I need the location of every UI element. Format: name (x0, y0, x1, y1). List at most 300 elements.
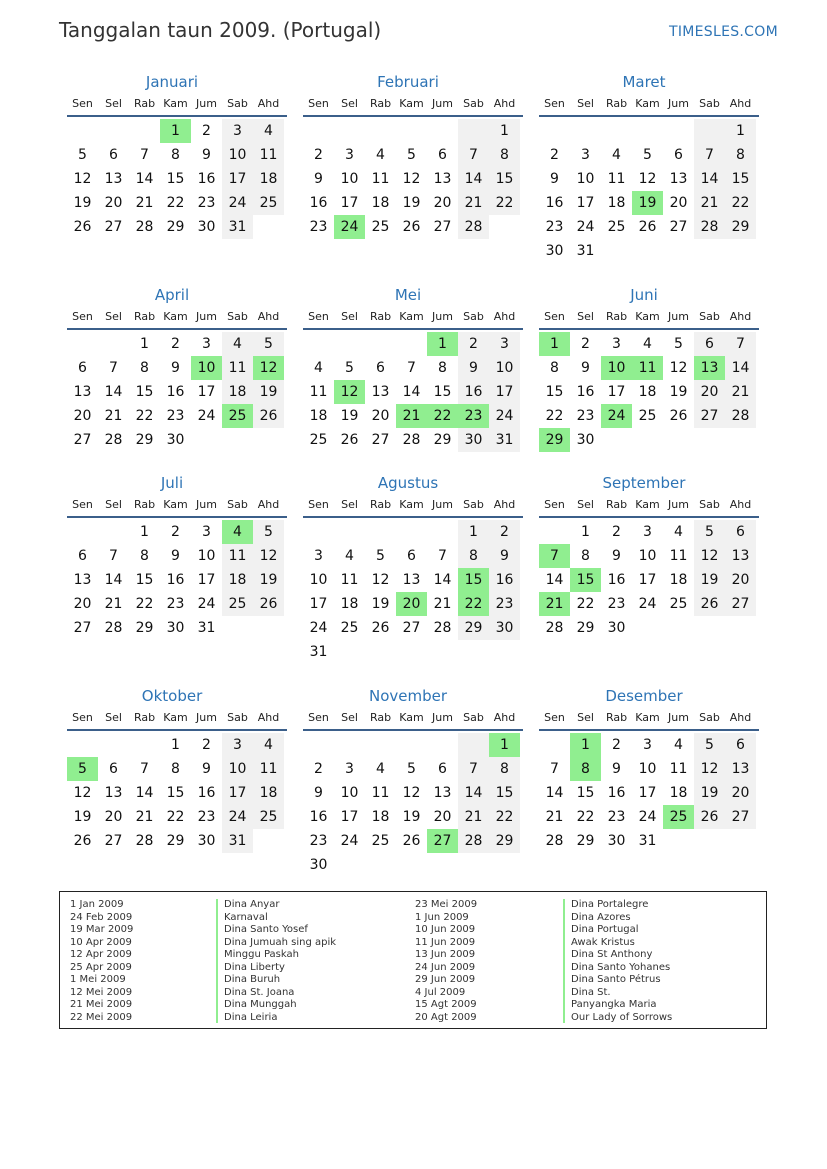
day-cell[interactable]: 29 (135, 432, 154, 448)
day-cell[interactable]: 25 (253, 805, 284, 829)
day-cell[interactable]: 27 (402, 620, 421, 636)
day-cell[interactable]: 8 (171, 147, 180, 163)
day-cell[interactable]: 14 (433, 572, 452, 588)
day-cell[interactable]: 25 (253, 191, 284, 215)
day-cell[interactable]: 29 (576, 620, 595, 636)
day-cell[interactable]: 24 (197, 596, 216, 612)
day-cell[interactable]: 18 (638, 384, 657, 400)
day-cell[interactable]: 19 (669, 384, 688, 400)
day-cell[interactable]: 30 (166, 620, 185, 636)
day-cell[interactable]: 6 (109, 761, 118, 777)
day-cell[interactable]: 18 (607, 195, 626, 211)
holiday-day[interactable]: 5 (67, 757, 98, 781)
day-cell[interactable]: 10 (489, 356, 520, 380)
day-cell[interactable]: 8 (458, 544, 489, 568)
day-cell[interactable]: 24 (222, 191, 253, 215)
day-cell[interactable]: 22 (576, 596, 595, 612)
day-cell[interactable]: 17 (197, 384, 216, 400)
day-cell[interactable]: 26 (73, 219, 92, 235)
day-cell[interactable]: 23 (576, 408, 595, 424)
day-cell[interactable]: 28 (433, 620, 452, 636)
day-cell[interactable]: 24 (489, 404, 520, 428)
holiday-day[interactable]: 8 (570, 757, 601, 781)
day-cell[interactable]: 1 (140, 336, 149, 352)
holiday-day[interactable]: 19 (632, 191, 663, 215)
day-cell[interactable]: 15 (725, 167, 756, 191)
day-cell[interactable]: 9 (489, 544, 520, 568)
day-cell[interactable]: 16 (489, 568, 520, 592)
day-cell[interactable]: 8 (489, 143, 520, 167)
day-cell[interactable]: 15 (135, 384, 154, 400)
holiday-day[interactable]: 24 (601, 404, 632, 428)
day-cell[interactable]: 12 (73, 171, 92, 187)
day-cell[interactable]: 30 (489, 616, 520, 640)
day-cell[interactable]: 2 (314, 761, 323, 777)
day-cell[interactable]: 6 (725, 733, 756, 757)
day-cell[interactable]: 9 (202, 761, 211, 777)
day-cell[interactable]: 25 (309, 432, 328, 448)
day-cell[interactable]: 30 (545, 243, 564, 259)
day-cell[interactable]: 17 (340, 809, 359, 825)
day-cell[interactable]: 5 (643, 147, 652, 163)
day-cell[interactable]: 8 (171, 761, 180, 777)
day-cell[interactable]: 22 (166, 195, 185, 211)
day-cell[interactable]: 20 (669, 195, 688, 211)
day-cell[interactable]: 3 (643, 524, 652, 540)
day-cell[interactable]: 9 (458, 356, 489, 380)
day-cell[interactable]: 5 (253, 332, 284, 356)
day-cell[interactable]: 6 (78, 360, 87, 376)
day-cell[interactable]: 18 (371, 809, 390, 825)
day-cell[interactable]: 12 (694, 544, 725, 568)
day-cell[interactable]: 27 (725, 805, 756, 829)
day-cell[interactable]: 11 (253, 757, 284, 781)
day-cell[interactable]: 6 (438, 147, 447, 163)
day-cell[interactable]: 19 (402, 195, 421, 211)
day-cell[interactable]: 22 (166, 809, 185, 825)
day-cell[interactable]: 13 (104, 171, 123, 187)
day-cell[interactable]: 1 (725, 119, 756, 143)
day-cell[interactable]: 3 (581, 147, 590, 163)
day-cell[interactable]: 13 (371, 384, 390, 400)
day-cell[interactable]: 25 (222, 592, 253, 616)
day-cell[interactable]: 22 (725, 191, 756, 215)
holiday-day[interactable]: 4 (222, 520, 253, 544)
day-cell[interactable]: 11 (669, 548, 688, 564)
holiday-day[interactable]: 27 (427, 829, 458, 853)
day-cell[interactable]: 11 (371, 785, 390, 801)
day-cell[interactable]: 27 (725, 592, 756, 616)
day-cell[interactable]: 29 (135, 620, 154, 636)
day-cell[interactable]: 31 (197, 620, 216, 636)
day-cell[interactable]: 23 (309, 219, 328, 235)
day-cell[interactable]: 1 (458, 520, 489, 544)
day-cell[interactable]: 7 (725, 332, 756, 356)
day-cell[interactable]: 11 (340, 572, 359, 588)
day-cell[interactable]: 30 (197, 219, 216, 235)
day-cell[interactable]: 10 (309, 572, 328, 588)
day-cell[interactable]: 9 (581, 360, 590, 376)
day-cell[interactable]: 7 (458, 757, 489, 781)
day-cell[interactable]: 26 (694, 592, 725, 616)
holiday-day[interactable]: 10 (191, 356, 222, 380)
day-cell[interactable]: 28 (545, 833, 564, 849)
day-cell[interactable]: 21 (458, 191, 489, 215)
day-cell[interactable]: 22 (135, 408, 154, 424)
day-cell[interactable]: 29 (166, 833, 185, 849)
day-cell[interactable]: 20 (694, 380, 725, 404)
day-cell[interactable]: 21 (725, 380, 756, 404)
day-cell[interactable]: 23 (607, 596, 626, 612)
day-cell[interactable]: 8 (438, 360, 447, 376)
day-cell[interactable]: 5 (407, 761, 416, 777)
holiday-day[interactable]: 7 (539, 544, 570, 568)
day-cell[interactable]: 16 (576, 384, 595, 400)
day-cell[interactable]: 4 (314, 360, 323, 376)
day-cell[interactable]: 9 (171, 548, 180, 564)
day-cell[interactable]: 6 (438, 761, 447, 777)
day-cell[interactable]: 4 (643, 336, 652, 352)
day-cell[interactable]: 6 (725, 520, 756, 544)
day-cell[interactable]: 27 (694, 404, 725, 428)
day-cell[interactable]: 14 (545, 785, 564, 801)
day-cell[interactable]: 13 (104, 785, 123, 801)
day-cell[interactable]: 24 (197, 408, 216, 424)
day-cell[interactable]: 30 (309, 857, 328, 873)
day-cell[interactable]: 3 (612, 336, 621, 352)
day-cell[interactable]: 18 (222, 380, 253, 404)
day-cell[interactable]: 16 (166, 384, 185, 400)
day-cell[interactable]: 18 (669, 572, 688, 588)
day-cell[interactable]: 25 (340, 620, 359, 636)
day-cell[interactable]: 15 (166, 785, 185, 801)
day-cell[interactable]: 9 (314, 171, 323, 187)
day-cell[interactable]: 14 (135, 785, 154, 801)
day-cell[interactable]: 19 (253, 380, 284, 404)
day-cell[interactable]: 29 (166, 219, 185, 235)
holiday-day[interactable]: 20 (396, 592, 427, 616)
day-cell[interactable]: 21 (433, 596, 452, 612)
day-cell[interactable]: 27 (73, 432, 92, 448)
day-cell[interactable]: 15 (545, 384, 564, 400)
day-cell[interactable]: 18 (222, 568, 253, 592)
day-cell[interactable]: 2 (550, 147, 559, 163)
day-cell[interactable]: 24 (340, 833, 359, 849)
day-cell[interactable]: 21 (135, 809, 154, 825)
day-cell[interactable]: 10 (197, 548, 216, 564)
day-cell[interactable]: 24 (638, 596, 657, 612)
day-cell[interactable]: 22 (576, 809, 595, 825)
day-cell[interactable]: 2 (202, 737, 211, 753)
day-cell[interactable]: 17 (222, 781, 253, 805)
day-cell[interactable]: 13 (433, 171, 452, 187)
day-cell[interactable]: 26 (253, 592, 284, 616)
holiday-day[interactable]: 1 (570, 733, 601, 757)
day-cell[interactable]: 12 (694, 757, 725, 781)
day-cell[interactable]: 4 (345, 548, 354, 564)
day-cell[interactable]: 14 (694, 167, 725, 191)
day-cell[interactable]: 20 (104, 195, 123, 211)
day-cell[interactable]: 21 (135, 195, 154, 211)
day-cell[interactable]: 20 (433, 809, 452, 825)
day-cell[interactable]: 17 (309, 596, 328, 612)
day-cell[interactable]: 31 (489, 428, 520, 452)
day-cell[interactable]: 10 (222, 143, 253, 167)
day-cell[interactable]: 9 (550, 171, 559, 187)
day-cell[interactable]: 15 (489, 167, 520, 191)
day-cell[interactable]: 2 (314, 147, 323, 163)
day-cell[interactable]: 12 (253, 544, 284, 568)
brand-link[interactable]: TIMESLES.COM (669, 24, 778, 40)
holiday-day[interactable]: 12 (334, 380, 365, 404)
day-cell[interactable]: 9 (612, 548, 621, 564)
day-cell[interactable]: 30 (576, 432, 595, 448)
day-cell[interactable]: 28 (402, 432, 421, 448)
day-cell[interactable]: 19 (402, 809, 421, 825)
day-cell[interactable]: 29 (433, 432, 452, 448)
holiday-day[interactable]: 25 (663, 805, 694, 829)
day-cell[interactable]: 16 (545, 195, 564, 211)
holiday-day[interactable]: 23 (458, 404, 489, 428)
day-cell[interactable]: 20 (433, 195, 452, 211)
day-cell[interactable]: 5 (407, 147, 416, 163)
day-cell[interactable]: 26 (638, 219, 657, 235)
day-cell[interactable]: 7 (109, 360, 118, 376)
day-cell[interactable]: 27 (371, 432, 390, 448)
day-cell[interactable]: 23 (309, 833, 328, 849)
day-cell[interactable]: 13 (725, 757, 756, 781)
day-cell[interactable]: 5 (694, 733, 725, 757)
day-cell[interactable]: 8 (725, 143, 756, 167)
day-cell[interactable]: 18 (669, 785, 688, 801)
day-cell[interactable]: 7 (458, 143, 489, 167)
day-cell[interactable]: 27 (433, 219, 452, 235)
day-cell[interactable]: 23 (197, 195, 216, 211)
day-cell[interactable]: 4 (674, 524, 683, 540)
day-cell[interactable]: 11 (371, 171, 390, 187)
day-cell[interactable]: 1 (581, 524, 590, 540)
day-cell[interactable]: 16 (197, 785, 216, 801)
day-cell[interactable]: 13 (433, 785, 452, 801)
day-cell[interactable]: 10 (576, 171, 595, 187)
day-cell[interactable]: 11 (669, 761, 688, 777)
day-cell[interactable]: 3 (345, 147, 354, 163)
day-cell[interactable]: 20 (371, 408, 390, 424)
day-cell[interactable]: 4 (376, 147, 385, 163)
day-cell[interactable]: 14 (402, 384, 421, 400)
day-cell[interactable]: 22 (489, 191, 520, 215)
day-cell[interactable]: 3 (489, 332, 520, 356)
day-cell[interactable]: 28 (545, 620, 564, 636)
day-cell[interactable]: 2 (612, 524, 621, 540)
day-cell[interactable]: 28 (725, 404, 756, 428)
day-cell[interactable]: 8 (489, 757, 520, 781)
holiday-day[interactable]: 11 (632, 356, 663, 380)
day-cell[interactable]: 9 (314, 785, 323, 801)
day-cell[interactable]: 26 (669, 408, 688, 424)
day-cell[interactable]: 3 (222, 119, 253, 143)
day-cell[interactable]: 7 (407, 360, 416, 376)
day-cell[interactable]: 7 (694, 143, 725, 167)
day-cell[interactable]: 10 (340, 785, 359, 801)
day-cell[interactable]: 28 (694, 215, 725, 239)
day-cell[interactable]: 2 (489, 520, 520, 544)
holiday-day[interactable]: 12 (253, 356, 284, 380)
holiday-day[interactable]: 21 (539, 592, 570, 616)
day-cell[interactable]: 28 (458, 215, 489, 239)
day-cell[interactable]: 16 (309, 809, 328, 825)
day-cell[interactable]: 26 (253, 404, 284, 428)
day-cell[interactable]: 26 (402, 833, 421, 849)
day-cell[interactable]: 17 (576, 195, 595, 211)
day-cell[interactable]: 22 (545, 408, 564, 424)
day-cell[interactable]: 10 (638, 761, 657, 777)
day-cell[interactable]: 4 (674, 737, 683, 753)
day-cell[interactable]: 6 (78, 548, 87, 564)
holiday-day[interactable]: 21 (396, 404, 427, 428)
day-cell[interactable]: 23 (607, 809, 626, 825)
day-cell[interactable]: 20 (725, 568, 756, 592)
day-cell[interactable]: 24 (222, 805, 253, 829)
day-cell[interactable]: 18 (309, 408, 328, 424)
day-cell[interactable]: 25 (669, 596, 688, 612)
day-cell[interactable]: 3 (314, 548, 323, 564)
day-cell[interactable]: 15 (166, 171, 185, 187)
day-cell[interactable]: 8 (550, 360, 559, 376)
day-cell[interactable]: 24 (576, 219, 595, 235)
day-cell[interactable]: 4 (253, 733, 284, 757)
day-cell[interactable]: 13 (73, 384, 92, 400)
day-cell[interactable]: 8 (140, 548, 149, 564)
day-cell[interactable]: 5 (694, 520, 725, 544)
day-cell[interactable]: 14 (458, 781, 489, 805)
day-cell[interactable]: 26 (73, 833, 92, 849)
day-cell[interactable]: 1 (171, 737, 180, 753)
day-cell[interactable]: 19 (253, 568, 284, 592)
day-cell[interactable]: 1 (489, 119, 520, 143)
day-cell[interactable]: 2 (612, 737, 621, 753)
day-cell[interactable]: 26 (402, 219, 421, 235)
day-cell[interactable]: 3 (345, 761, 354, 777)
day-cell[interactable]: 21 (104, 596, 123, 612)
holiday-day[interactable]: 13 (694, 356, 725, 380)
day-cell[interactable]: 21 (458, 805, 489, 829)
day-cell[interactable]: 22 (489, 805, 520, 829)
holiday-day[interactable]: 15 (570, 568, 601, 592)
day-cell[interactable]: 2 (202, 123, 211, 139)
day-cell[interactable]: 9 (202, 147, 211, 163)
day-cell[interactable]: 19 (73, 809, 92, 825)
day-cell[interactable]: 18 (253, 781, 284, 805)
holiday-day[interactable]: 1 (489, 733, 520, 757)
day-cell[interactable]: 28 (104, 432, 123, 448)
day-cell[interactable]: 30 (607, 833, 626, 849)
day-cell[interactable]: 23 (166, 408, 185, 424)
day-cell[interactable]: 1 (140, 524, 149, 540)
day-cell[interactable]: 23 (489, 592, 520, 616)
holiday-day[interactable]: 29 (539, 428, 570, 452)
day-cell[interactable]: 6 (407, 548, 416, 564)
day-cell[interactable]: 26 (340, 432, 359, 448)
day-cell[interactable]: 30 (166, 432, 185, 448)
holiday-day[interactable]: 22 (458, 592, 489, 616)
day-cell[interactable]: 12 (402, 171, 421, 187)
day-cell[interactable]: 6 (109, 147, 118, 163)
day-cell[interactable]: 16 (458, 380, 489, 404)
day-cell[interactable]: 7 (550, 761, 559, 777)
day-cell[interactable]: 16 (166, 572, 185, 588)
day-cell[interactable]: 18 (340, 596, 359, 612)
day-cell[interactable]: 11 (222, 356, 253, 380)
day-cell[interactable]: 4 (376, 761, 385, 777)
holiday-day[interactable]: 1 (160, 119, 191, 143)
day-cell[interactable]: 16 (607, 572, 626, 588)
holiday-day[interactable]: 25 (222, 404, 253, 428)
day-cell[interactable]: 16 (309, 195, 328, 211)
day-cell[interactable]: 19 (371, 596, 390, 612)
day-cell[interactable]: 5 (345, 360, 354, 376)
day-cell[interactable]: 29 (576, 833, 595, 849)
day-cell[interactable]: 12 (402, 785, 421, 801)
day-cell[interactable]: 25 (371, 833, 390, 849)
day-cell[interactable]: 9 (612, 761, 621, 777)
day-cell[interactable]: 5 (253, 520, 284, 544)
day-cell[interactable]: 28 (135, 833, 154, 849)
day-cell[interactable]: 3 (202, 524, 211, 540)
day-cell[interactable]: 13 (73, 572, 92, 588)
day-cell[interactable]: 19 (340, 408, 359, 424)
day-cell[interactable]: 7 (438, 548, 447, 564)
day-cell[interactable]: 17 (638, 572, 657, 588)
day-cell[interactable]: 2 (458, 332, 489, 356)
day-cell[interactable]: 11 (253, 143, 284, 167)
day-cell[interactable]: 19 (694, 568, 725, 592)
day-cell[interactable]: 15 (433, 384, 452, 400)
day-cell[interactable]: 10 (340, 171, 359, 187)
day-cell[interactable]: 17 (222, 167, 253, 191)
day-cell[interactable]: 6 (376, 360, 385, 376)
day-cell[interactable]: 31 (576, 243, 595, 259)
day-cell[interactable]: 28 (104, 620, 123, 636)
day-cell[interactable]: 5 (78, 147, 87, 163)
day-cell[interactable]: 11 (309, 384, 328, 400)
day-cell[interactable]: 2 (171, 524, 180, 540)
day-cell[interactable]: 24 (638, 809, 657, 825)
day-cell[interactable]: 14 (545, 572, 564, 588)
day-cell[interactable]: 14 (104, 572, 123, 588)
day-cell[interactable]: 30 (607, 620, 626, 636)
day-cell[interactable]: 3 (222, 733, 253, 757)
day-cell[interactable]: 31 (638, 833, 657, 849)
day-cell[interactable]: 2 (581, 336, 590, 352)
day-cell[interactable]: 23 (197, 809, 216, 825)
day-cell[interactable]: 27 (669, 219, 688, 235)
day-cell[interactable]: 17 (638, 785, 657, 801)
day-cell[interactable]: 3 (202, 336, 211, 352)
day-cell[interactable]: 16 (607, 785, 626, 801)
day-cell[interactable]: 29 (489, 829, 520, 853)
day-cell[interactable]: 31 (222, 829, 253, 853)
day-cell[interactable]: 21 (694, 191, 725, 215)
day-cell[interactable]: 11 (222, 544, 253, 568)
day-cell[interactable]: 12 (73, 785, 92, 801)
day-cell[interactable]: 17 (197, 572, 216, 588)
day-cell[interactable]: 18 (371, 195, 390, 211)
day-cell[interactable]: 27 (73, 620, 92, 636)
day-cell[interactable]: 12 (371, 572, 390, 588)
holiday-day[interactable]: 1 (427, 332, 458, 356)
day-cell[interactable]: 5 (674, 336, 683, 352)
